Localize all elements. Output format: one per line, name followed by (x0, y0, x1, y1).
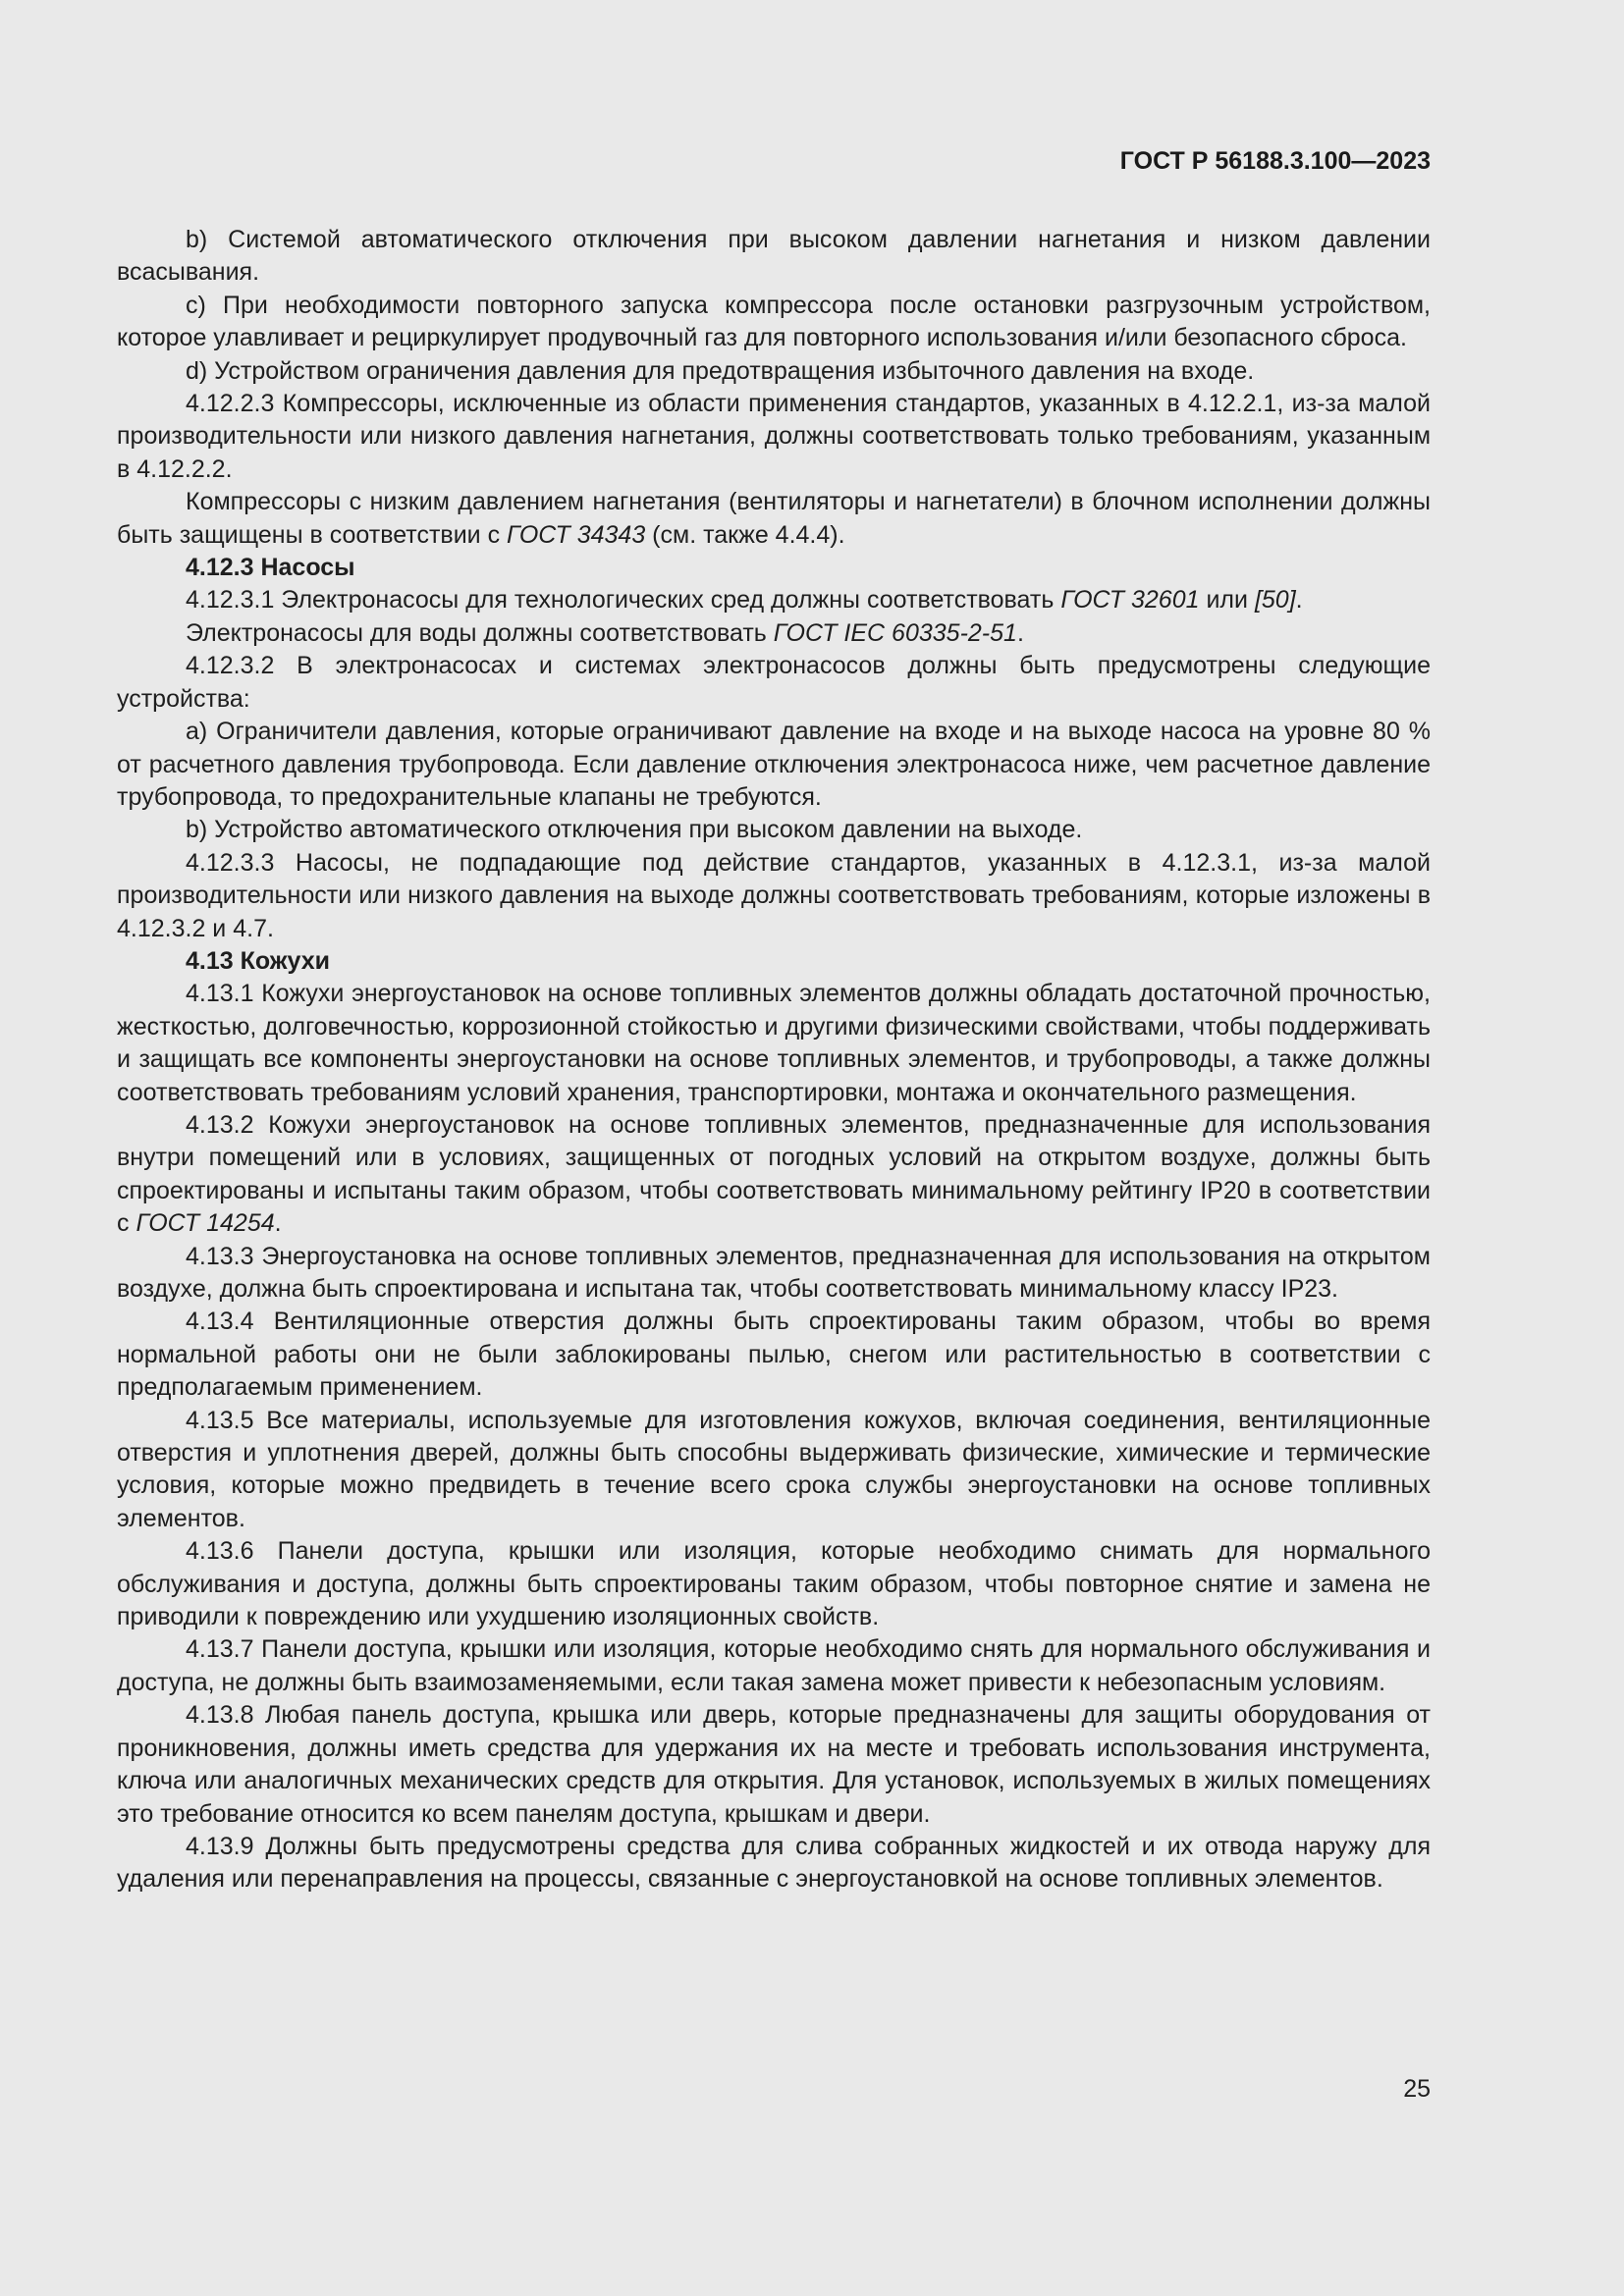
paragraph-water-pumps: Электронасосы для воды должны соответствовать ГОСТ IEC 60335-2-51. (186, 618, 1024, 647)
paragraph-c-unloading: c) При необходимости повторного запуска компрессора после остановки разгрузочным устройством, которое улавливает и рециркулирует продувочный газ для повторного использования и/или безопасного сброса. (117, 291, 1431, 352)
section-heading-4-13: 4.13 Кожухи (186, 946, 331, 975)
paragraph-4-13-8: 4.13.8 Любая панель доступа, крышка или дверь, которые предназначены для защиты оборудования от проникновения, должны иметь средства для удержания их на месте и требовать использования инструмента, ключа или аналогичных механических средств для открытия. Для установок, используемых в жилых помещениях это требование относится ко всем панелям доступа, крышкам и двери. (117, 1701, 1431, 1828)
section-heading-4-12-3: 4.12.3 Насосы (186, 554, 355, 582)
paragraph-4-13-2: 4.13.2 Кожухи энергоустановок на основе топливных элементов, предназначенные для использования внутри помещений или в условиях, защищенных от погодных условий на открытом воздухе, должны быть спроектированы и испытаны таким образом, чтобы соответствовать минимальному рейтингу IP20 в соответствии с ГОСТ 14254. (117, 1110, 1431, 1238)
paragraph-4-12-2-3: 4.12.2.3 Компрессоры, исключенные из области применения стандартов, указанных в 4.12.2.1, из-за малой производительности или низкого давления нагнетания, должны соответствовать только требованиям, указанным в 4.12.2.2. (117, 390, 1431, 483)
document-body (117, 224, 1431, 1896)
paragraph-4-13-1: 4.13.1 Кожухи энергоустановок на основе топливных элементов должны обладать достаточной прочностью, жесткостью, долговечностью, коррозионной стойкостью и другими физическими свойствами, чтобы поддерживать и защищать все компоненты энергоустановки на основе топливных элементов, и трубопроводы, а также должны соответствовать требованиям условий хранения, транспортировки, монтажа и окончательного размещения. (117, 980, 1431, 1106)
paragraph-4-12-3-2: 4.12.3.2 В электронасосах и системах электронасосов должны быть предусмотрены следующие устройства: (117, 652, 1431, 713)
reference-gost-iec-60335-2-51: ГОСТ IEC 60335-2-51 (773, 618, 1017, 647)
paragraph-4-13-3: 4.13.3 Энергоустановка на основе топливных элементов, предназначенная для использования на открытом воздухе, должна быть спроектирована и испытана так, чтобы соответствовать минимальному классу IP23. (117, 1242, 1431, 1303)
paragraph-4-12-3-1: 4.12.3.1 Электронасосы для технологических сред должны соответствовать ГОСТ 32601 или [50]. (186, 586, 1303, 614)
page-number: 25 (1403, 2075, 1431, 2103)
reference-gost-14254: ГОСТ 14254 (135, 1209, 275, 1238)
paragraph-4-13-9: 4.13.9 Должны быть предусмотрены средства для слива собранных жидкостей и их отвода наружу для удаления или перенаправления на процессы, связанные с энергоустановкой на основе топливных элементов. (117, 1832, 1431, 1894)
reference-gost-34343: ГОСТ 34343 (507, 520, 646, 549)
reference-gost-32601: ГОСТ 32601 (1060, 586, 1200, 614)
paragraph-d-pressure-limit: d) Устройством ограничения давления для предотвращения избыточного давления на входе. (186, 356, 1255, 385)
paragraph-4-12-3-3: 4.12.3.3 Насосы, не подпадающие под действие стандартов, указанных в 4.12.3.1, из-за малой производительности или низкого давления на выходе должны соответствовать требованиям, которые изложены в 4.12.3.2 и 4.7. (117, 848, 1431, 942)
paragraph-b-shutdown: b) Системой автоматического отключения при высоком давлении нагнетания и низком давлении всасывания. (117, 226, 1431, 287)
paragraph-a-pressure-limiters: a) Ограничители давления, которые ограничивают давление на входе и на выходе насоса на уровне 80 % от расчетного давления трубопровода. Если давление отключения электронасоса ниже, чем расчетное давление трубопровода, то предохранительные клапаны не требуются. (117, 718, 1431, 811)
reference-50: [50] (1254, 586, 1296, 614)
paragraph-low-pressure-compressors: Компрессоры с низким давлением нагнетания (вентиляторы и нагнетатели) в блочном исполнении должны быть защищены в соответствии с ГОСТ 34343 (см. также 4.4.4). (117, 488, 1431, 549)
paragraph-4-13-4: 4.13.4 Вентиляционные отверстия должны быть спроектированы таким образом, чтобы во время нормальной работы они не были заблокированы пылью, снегом или растительностью в соответствии с предполагаемым применением. (117, 1308, 1431, 1402)
paragraph-b-auto-shutdown: b) Устройство автоматического отключения при высоком давлении на выходе. (186, 816, 1083, 844)
paragraph-4-13-5: 4.13.5 Все материалы, используемые для изготовления кожухов, включая соединения, вентиляционные отверстия и уплотнения дверей, должны быть способны выдерживать физические, химические и термические условия, которые можно предвидеть в течение всего срока службы энергоустановки на основе топливных элементов. (117, 1406, 1431, 1532)
paragraph-4-13-7: 4.13.7 Панели доступа, крышки или изоляция, которые необходимо снять для нормального обслуживания и доступа, не должны быть взаимозаменяемыми, если такая замена может привести к небезопасным условиям. (117, 1635, 1431, 1696)
document-header: ГОСТ Р 56188.3.100—2023 (1119, 147, 1431, 175)
paragraph-4-13-6: 4.13.6 Панели доступа, крышки или изоляция, которые необходимо снимать для нормального обслуживания и доступа, должны быть спроектированы таким образом, чтобы повторное снятие и замена не приводили к повреждению или ухудшению изоляционных свойств. (117, 1537, 1431, 1631)
